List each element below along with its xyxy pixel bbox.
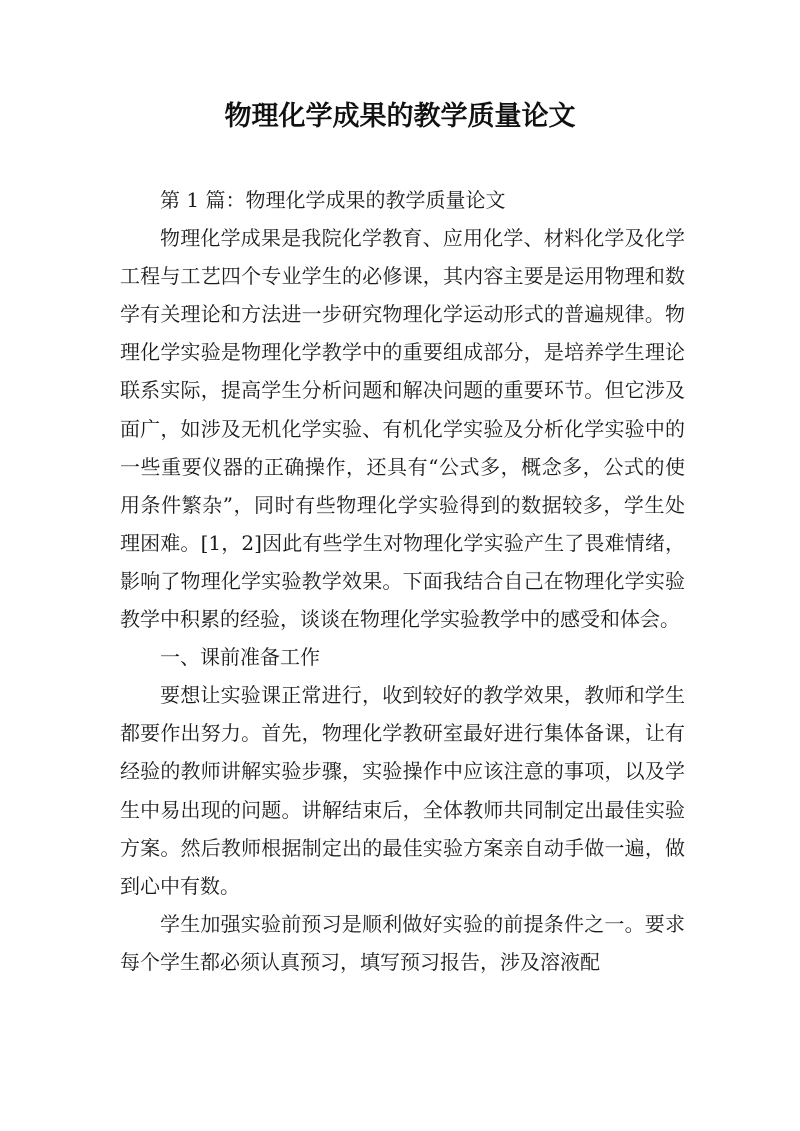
paragraph-preparation: 要想让实验课正常进行，收到较好的教学效果，教师和学生都要作出努力。首先，物理化学教研室最好进行集体备课，让有经验的教师讲解实验步骤，实验操作中应该注意的事项，以及学生中易出现的问题。讲解结束后，全体教师共同制定出最佳实验方案。然后教师根据制定出的最佳实验方案亲自动手做一遍，做到心中有数。 [120,683,685,898]
chapter-heading: 第 1 篇：物理化学成果的教学质量论文 [160,188,506,212]
document-title: 物理化学成果的教学质量论文 [224,101,576,132]
document-body [120,181,685,981]
section-heading: 一、课前准备工作 [160,645,320,670]
paragraph-preview: 学生加强实验前预习是顺利做好实验的前提条件之一。要求每个学生都必须认真预习，填写预习报告，涉及溶液配 [120,911,685,974]
paragraph-intro: 物理化学成果是我院化学教育、应用化学、材料化学及化学工程与工艺四个专业学生的必修课，其内容主要是运用物理和数学有关理论和方法进一步研究物理化学运动形式的普遍规律。物理化学实验是物理化学教学中的重要组成部分，是培养学生理论联系实际，提高学生分析问题和解决问题的重要环节。但它涉及面广，如涉及无机化学实验、有机化学实验及分析化学实验中的一些重要仪器的正确操作，还具有“公式多，概念多，公式的使用条件繁杂”，同时有些物理化学实验得到的数据较多，学生处理困难。[1，2]因此有些学生对物理化学实验产生了畏难情绪，影响了物理化学实验教学效果。下面我结合自己在物理化学实验教学中积累的经验，谈谈在物理化学实验教学中的感受和体会。 [120,226,685,632]
